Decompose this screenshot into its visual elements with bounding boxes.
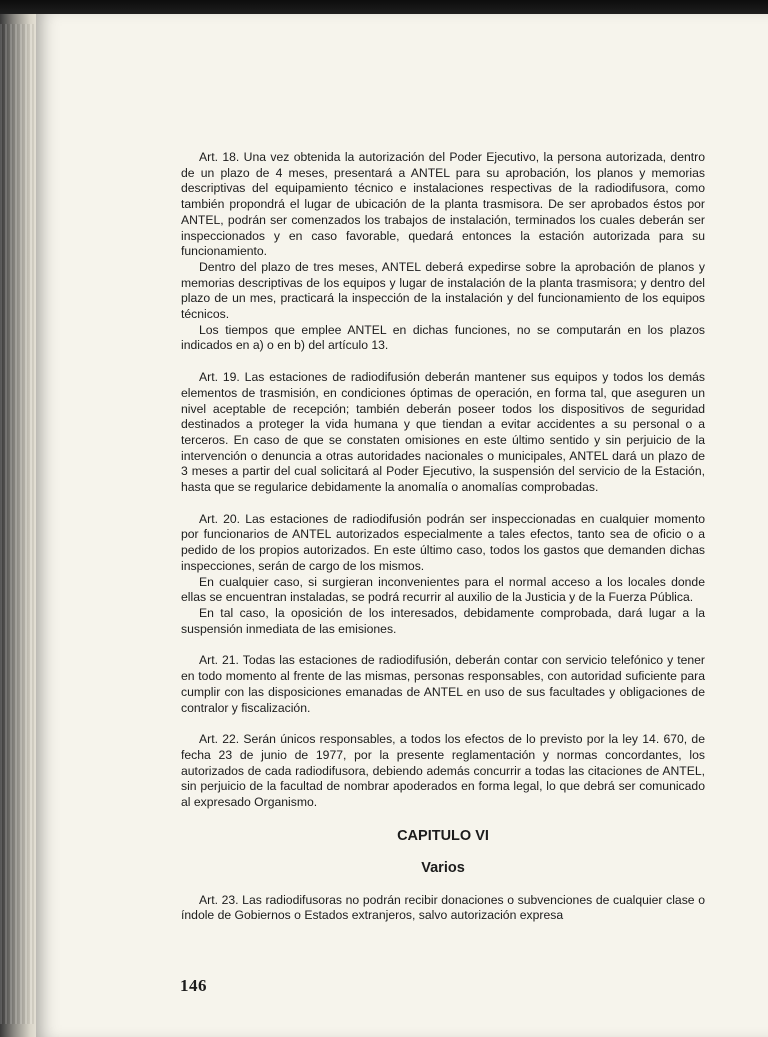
article-20-p1: Art. 20. Las estaciones de radiodifusión podrán ser inspeccionadas en cualquier momento por funcionarios de ANTEL autorizados especialmente a tales efectos, tanto sea de oficio o a pedido de los propios autorizados. En este último caso, todos los gastos que demanden dichas inspecciones, serán de cargo de los mismos. bbox=[181, 511, 705, 573]
page-number: 146 bbox=[180, 976, 207, 995]
article-18-p3: Los tiempos que emplee ANTEL en dichas funciones, no se computarán en los plazos indicados en a) o en b) del artículo 13. bbox=[181, 322, 705, 353]
article-23-p1: Art. 23. Las radiodifusoras no podrán recibir donaciones o subvenciones de cualquier clase o índole de Gobiernos o Estados extranjeros, salvo autorización expresa bbox=[181, 892, 705, 923]
article-19-p1: Art. 19. Las estaciones de radiodifusión deberán mantener sus equipos y todos los demás elementos de trasmisión, en condiciones óptimas de operación, en forma tal, que aseguren un nivel aceptable de recepción; también deberán poseer todos los dispositivos de seguridad destinados a proteger la vida humana y que tiendan a evitar accidentes a su personal o a terceros. En caso de que se constaten omisiones en este último sentido y sin perjuicio de la intervención o denuncia a otras autoridades nacionales o municipales, ANTEL dará un plazo de 3 meses a partir del cual solicitará al Poder Ejecutivo, la suspensión del servicio de la Estación, hasta que se regularice debidamente la anomalía o anomalías comprobadas. bbox=[181, 370, 705, 495]
page-edges bbox=[0, 24, 34, 1024]
article-22-p1: Art. 22. Serán únicos responsables, a todos los efectos de lo previsto por la ley 14. 670, de fecha 23 de junio de 1977, por la presente reglamentación y normas concordantes, los autorizados de cada radiodifusora, debiendo además concurrir a todas las citaciones de ANTEL, sin perjuicio de la facultad de nombrar apoderados en forma legal, lo que debrá ser comunicado al expresado Organismo. bbox=[181, 732, 705, 810]
article-20-p3: En tal caso, la oposición de los interesados, debidamente comprobada, dará lugar a la suspensión inmediata de las emisiones. bbox=[181, 605, 705, 636]
article-18-p1: Art. 18. Una vez obtenida la autorización del Poder Ejecutivo, la persona autorizada, dentro de un plazo de 4 meses, presentará a ANTEL para su aprobación, los planos y memorias descriptivas del equipamiento técnico e instalaciones respectivas de la radiodifusora, como también propondrá el lugar de ubicación de la planta trasmisora. De ser aprobados éstos por ANTEL, podrán ser comenzados los trabajos de instalación, terminados los cuales deberán ser inspeccionados y en caso favorable, quedará entonces la estación autorizada para su funcionamiento. bbox=[181, 150, 705, 259]
section-heading: Varios bbox=[421, 859, 465, 876]
page-text bbox=[181, 150, 705, 924]
article-18-p2: Dentro del plazo de tres meses, ANTEL deberá expedirse sobre la aprobación de planos y memorias descriptivas de los equipos y lugar de instalación de la planta trasmisora; y dentro del plazo de un mes, practicará la inspección de la instalación y del funcionamiento de los equipos técnicos. bbox=[181, 259, 705, 322]
article-21-p1: Art. 21. Todas las estaciones de radiodifusión, deberán contar con servicio telefónico y tener en todo momento al frente de las mismas, personas responsables, con autoridad suficiente para cumplir con las disposiciones emanadas de ANTEL en uso de sus facultades y obligaciones de contralor y fiscalización. bbox=[181, 653, 705, 715]
chapter-heading: CAPITULO VI bbox=[397, 827, 489, 844]
article-20-p2: En cualquier caso, si surgieran inconvenientes para el normal acceso a los locales donde ellas se encuentran instaladas, se podrá recurrir al auxilio de la Justicia y de la Fuerza Pública. bbox=[181, 574, 705, 605]
